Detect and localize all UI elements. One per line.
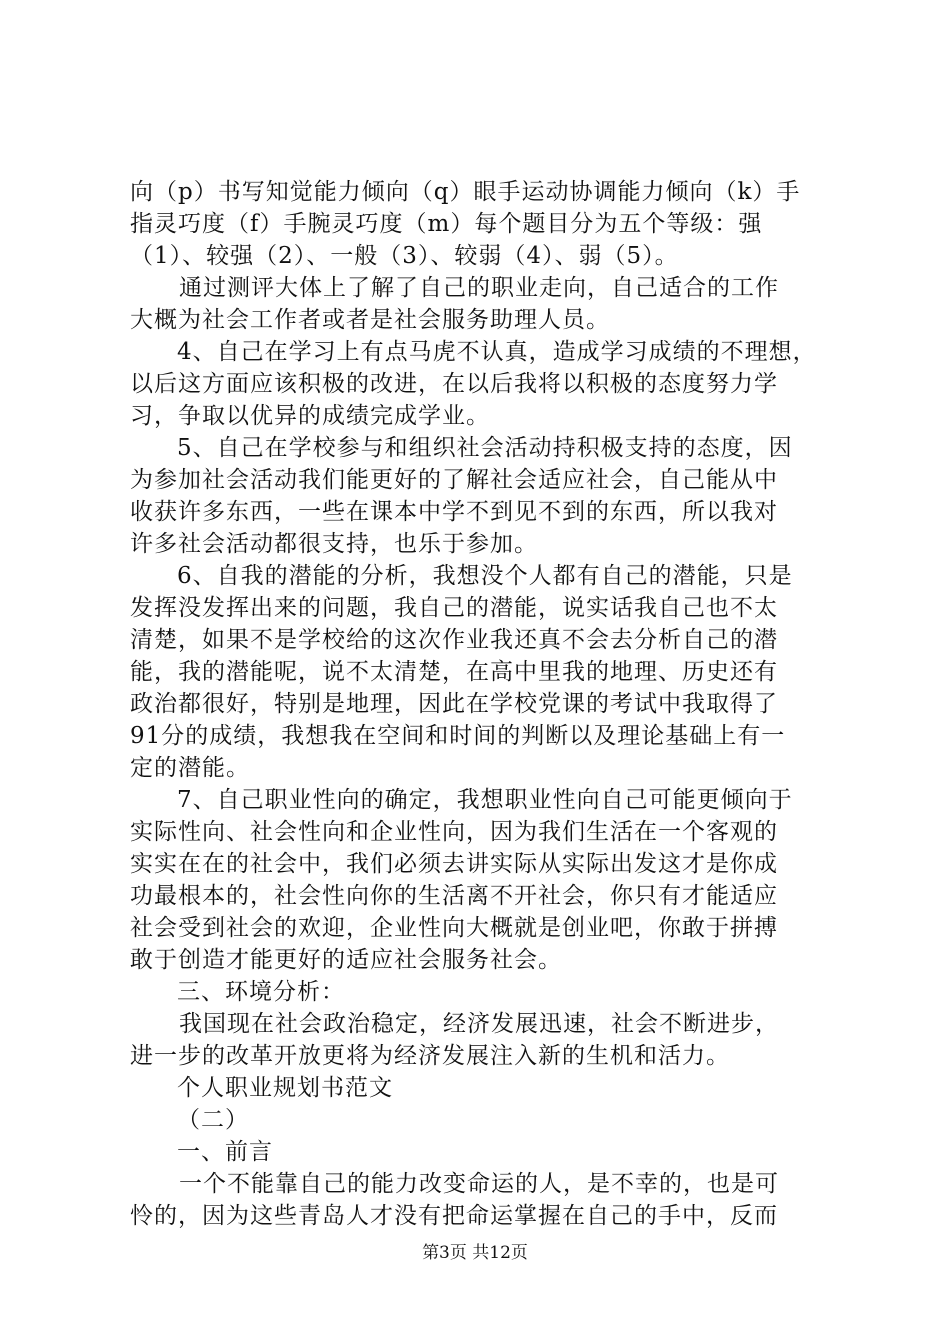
text-line: 功最根本的，社会性向你的生活离不开社会，你只有才能适应 bbox=[130, 883, 778, 909]
text-line: 政治都很好，特别是地理，因此在学校党课的考试中我取得了 bbox=[130, 691, 778, 717]
text-line: 6、自我的潜能的分析，我想没个人都有自己的潜能，只是 bbox=[177, 563, 793, 589]
text-line: 91分的成绩，我想我在空间和时间的判断以及理论基础上有一 bbox=[130, 723, 786, 749]
section-heading: 一、前言 bbox=[177, 1139, 273, 1165]
text-line: 实际性向、社会性向和企业性向，因为我们生活在一个客观的 bbox=[130, 819, 778, 845]
text-line: 社会受到社会的欢迎，企业性向大概就是创业吧，你敢于拼搏 bbox=[130, 915, 778, 941]
document-body bbox=[130, 176, 830, 1232]
text-line: 实实在在的社会中，我们必须去讲实际从实际出发这才是你成 bbox=[130, 851, 778, 877]
text-line: 敢于创造才能更好的适应社会服务社会。 bbox=[130, 947, 562, 973]
text-line: 向（p）书写知觉能力倾向（q）眼手运动协调能力倾向（k）手 bbox=[130, 179, 801, 205]
text-line: 一个不能靠自己的能力改变命运的人，是不幸的，也是可 bbox=[179, 1171, 779, 1197]
text-line: 清楚，如果不是学校给的这次作业我还真不会去分析自己的潜 bbox=[130, 627, 778, 653]
text-line: 习，争取以优异的成绩完成学业。 bbox=[130, 403, 490, 429]
text-line: 5、自己在学校参与和组织社会活动持积极支持的态度，因 bbox=[177, 435, 793, 461]
document-title: 个人职业规划书范文 bbox=[177, 1075, 393, 1101]
text-line: 收获许多东西，一些在课本中学不到见不到的东西，所以我对 bbox=[130, 499, 778, 525]
text-line: 能，我的潜能呢，说不太清楚，在高中里我的地理、历史还有 bbox=[130, 659, 778, 685]
text-line: （1）、较强（2）、一般（3）、较弱（4）、弱（5）。 bbox=[130, 243, 679, 269]
text-line: 为参加社会活动我们能更好的了解社会适应社会，自己能从中 bbox=[130, 467, 778, 493]
text-line: 指灵巧度（f）手腕灵巧度（m）每个题目分为五个等级：强 bbox=[130, 211, 763, 237]
text-line: 定的潜能。 bbox=[130, 755, 250, 781]
text-line: 许多社会活动都很支持，也乐于参加。 bbox=[130, 531, 538, 557]
text-line: 大概为社会工作者或者是社会服务助理人员。 bbox=[130, 307, 610, 333]
section-heading: 三、环境分析： bbox=[177, 979, 345, 1005]
text-line: 4、自己在学习上有点马虎不认真，造成学习成绩的不理想， bbox=[177, 339, 817, 365]
text-line: 怜的，因为这些青岛人才没有把命运掌握在自己的手中，反而 bbox=[130, 1203, 778, 1229]
text-line: 进一步的改革开放更将为经济发展注入新的生机和活力。 bbox=[130, 1043, 730, 1069]
text-line: 我国现在社会政治稳定，经济发展迅速，社会不断进步， bbox=[179, 1011, 779, 1037]
text-line: 发挥没发挥出来的问题，我自己的潜能，说实话我自己也不太 bbox=[130, 595, 778, 621]
document-subtitle: （二） bbox=[177, 1107, 249, 1133]
text-line: 7、自己职业性向的确定，我想职业性向自己可能更倾向于 bbox=[177, 787, 793, 813]
page-number: 第3页 共12页 bbox=[422, 1243, 528, 1263]
text-line: 通过测评大体上了解了自己的职业走向，自己适合的工作 bbox=[179, 275, 779, 301]
text-line: 以后这方面应该积极的改进，在以后我将以积极的态度努力学 bbox=[130, 371, 778, 397]
